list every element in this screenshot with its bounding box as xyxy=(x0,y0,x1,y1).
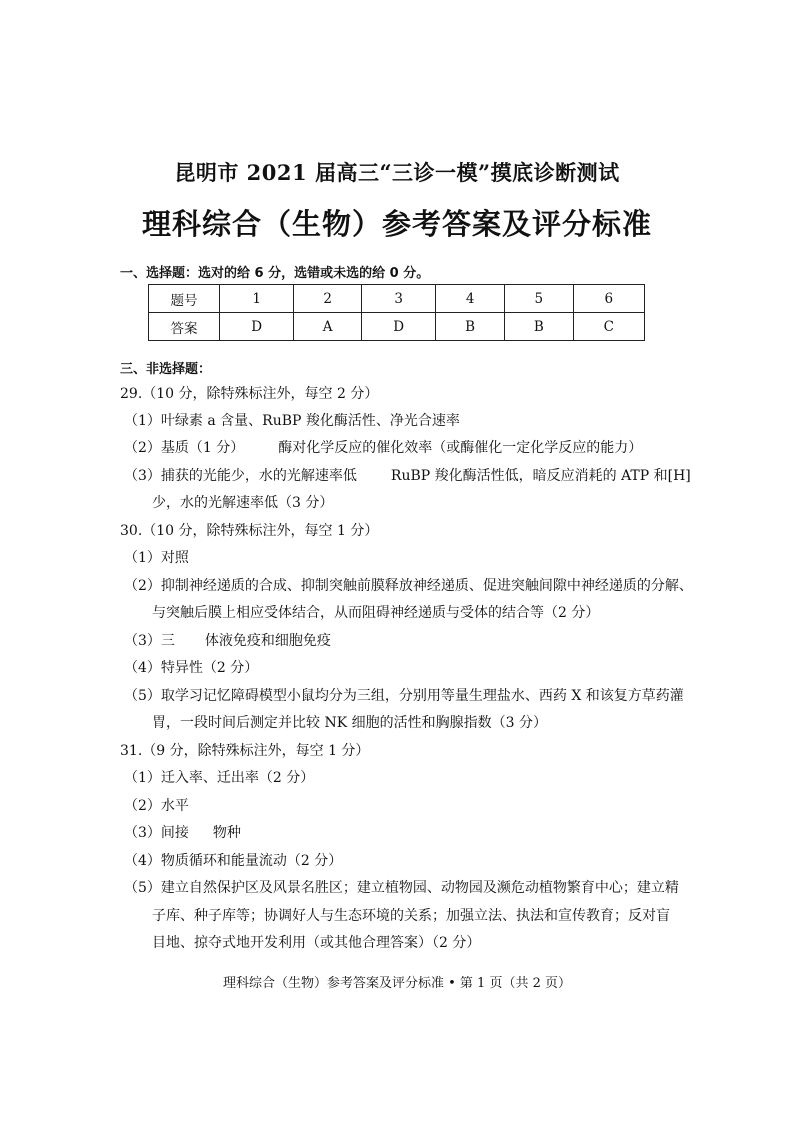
q29-answer-2-part2: 酶对化学反应的催化效率（或酶催化一定化学反应的能力） xyxy=(278,440,643,456)
q30-answer-5-cont: 胃，一段时间后测定并比较 NK 细胞的活性和胸腺指数（3 分） xyxy=(152,715,547,731)
q31-answer-5: （5）建立自然保护区及风景名胜区；建立植物园、动物园及濒危动植物繁育中心；建立精 xyxy=(124,880,679,896)
q31-answer-1: （1）迁入率、迁出率（2 分） xyxy=(124,770,315,786)
q31-answer-3-part2: 物种 xyxy=(212,825,241,841)
question-number: 6 xyxy=(573,285,644,313)
q29-answer-2-part1: （2）基质（1 分） xyxy=(124,440,245,456)
answer-cell: A xyxy=(294,313,362,341)
q29-answer-3 xyxy=(124,466,691,486)
q31-answer-5-cont1: 子库、种子库等；协调好人与生态环境的关系；加强立法、执法和宣传教育；反对盲 xyxy=(152,908,670,924)
q31-answer-4: （4）物质循环和能量流动（2 分） xyxy=(124,853,343,869)
q30-answer-2: （2）抑制神经递质的合成、抑制突触前膜释放神经递质、促进突触间隙中神经递质的分解、 xyxy=(124,578,693,594)
q29-answer-3-part2: RuBP 羧化酶活性低，暗反应消耗的 ATP 和[H] xyxy=(390,468,691,484)
q30-heading: 30.（10 分，除特殊标注外，每空 1 分） xyxy=(120,523,379,539)
q29-heading: 29.（10 分，除特殊标注外，每空 2 分） xyxy=(120,386,379,402)
section1-heading: 一、选择题：选对的给 6 分，选错或未选的给 0 分。 xyxy=(120,266,430,281)
q29-answer-2 xyxy=(124,438,642,458)
q31-answer-3-part1: （3）间接 xyxy=(124,825,189,841)
answer-cell: B xyxy=(436,313,505,341)
answer-cell: D xyxy=(361,313,435,341)
question-number: 1 xyxy=(220,285,294,313)
answer-cell: B xyxy=(504,313,573,341)
q30-answer-5: （5）取学习记忆障碍模型小鼠均分为三组，分别用等量生理盐水、西药 X 和该复方草药灌 xyxy=(124,688,684,704)
question-number: 3 xyxy=(361,285,435,313)
q30-answer-3-part1: （3）三 xyxy=(124,633,175,649)
row-label-answer: 答案 xyxy=(149,313,220,341)
table-row-numbers xyxy=(149,285,645,313)
document-title: 理科综合（生物）参考答案及评分标准 xyxy=(141,207,652,241)
q31-answer-3 xyxy=(124,823,241,843)
answer-cell: D xyxy=(220,313,294,341)
table-row-answers xyxy=(149,313,645,341)
q29-answer-1: （1）叶绿素 a 含量、RuBP 羧化酶活性、净光合速率 xyxy=(124,413,460,429)
question-number: 4 xyxy=(436,285,505,313)
q31-answer-2: （2）水平 xyxy=(124,798,189,814)
section3-heading: 三、非选择题： xyxy=(120,362,212,377)
question-number: 2 xyxy=(294,285,362,313)
q29-answer-3-cont: 少，水的光解速率低（3 分） xyxy=(152,495,334,511)
q31-heading: 31.（9 分，除特殊标注外，每空 1 分） xyxy=(120,743,370,759)
q30-answer-1: （1）对照 xyxy=(124,550,189,566)
exam-title: 昆明市 2021 届高三“三诊一模”摸底诊断测试 xyxy=(174,160,620,185)
row-label-number: 题号 xyxy=(149,285,220,313)
q30-answer-4: （4）特异性（2 分） xyxy=(124,660,259,676)
q30-answer-2-cont: 与突触后膜上相应受体结合，从而阻碍神经递质与受体的结合等（2 分） xyxy=(152,605,600,621)
answer-cell: C xyxy=(573,313,644,341)
q31-answer-5-cont2: 目地、掠夺式地开发利用（或其他合理答案）（2 分） xyxy=(152,935,481,951)
answer-table xyxy=(148,284,645,341)
question-number: 5 xyxy=(504,285,573,313)
q29-answer-3-part1: （3）捕获的光能少，水的光解速率低 xyxy=(124,468,357,484)
q30-answer-3-part2: 体液免疫和细胞免疫 xyxy=(204,633,331,649)
page-footer: 理科综合（生物）参考答案及评分标准 • 第 1 页（共 2 页） xyxy=(222,976,571,991)
q30-answer-3 xyxy=(124,631,331,651)
